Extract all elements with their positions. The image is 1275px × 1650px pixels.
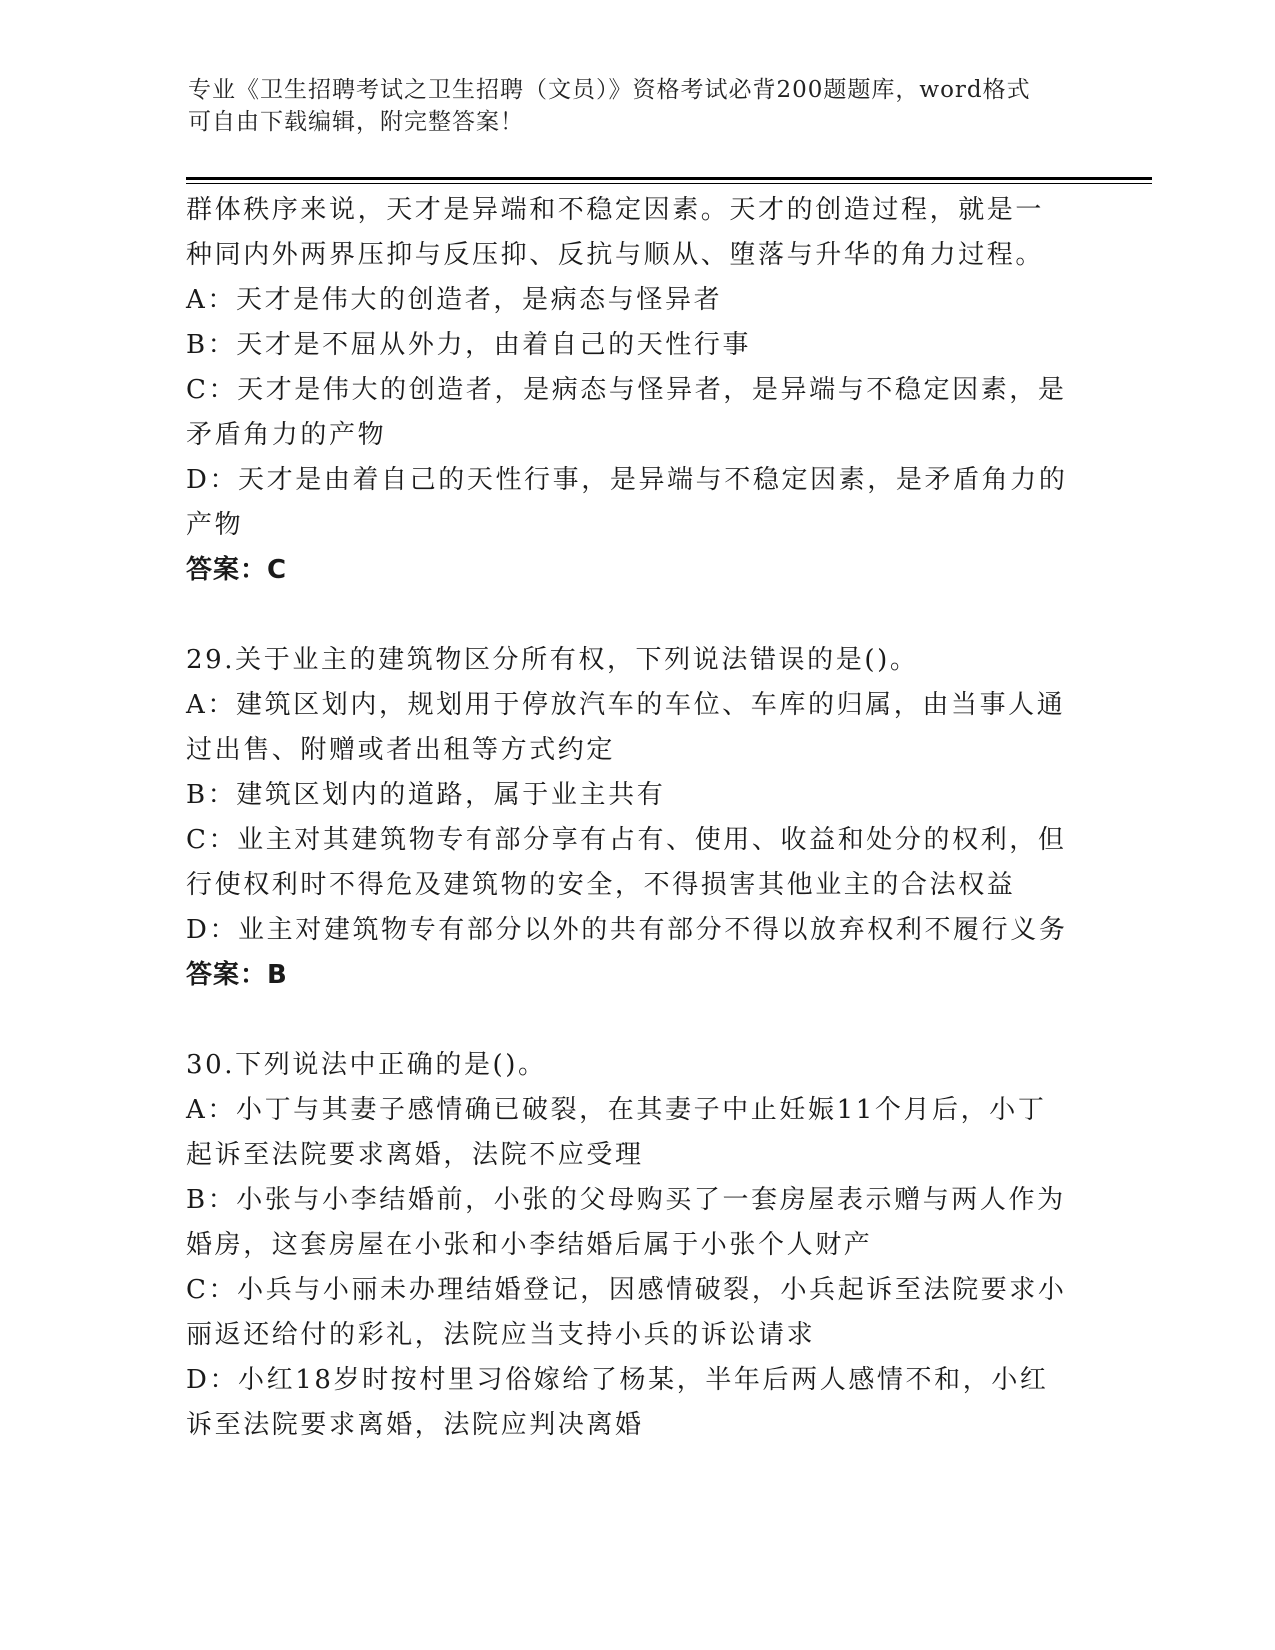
option-d: D：天才是由着自己的天性行事，是异端与不稳定因素，是矛盾角力的	[186, 465, 1068, 495]
option-d: D：业主对建筑物专有部分以外的共有部分不得以放弃权利不履行义务	[186, 915, 1068, 945]
option-b: B：天才是不屈从外力，由着自己的天性行事	[186, 330, 752, 360]
header-title-line-2: 可自由下载编辑，附完整答案！	[188, 109, 524, 135]
option-c-continued: 行使权利时不得危及建筑物的安全，不得损害其他业主的合法权益	[186, 870, 1016, 900]
question-stem-line: 群体秩序来说，天才是异端和不稳定因素。天才的创造过程，就是一	[186, 195, 1045, 225]
question-stem-line: 种同内外两界压抑与反压抑、反抗与顺从、堕落与升华的角力过程。	[186, 240, 1045, 270]
question-28	[186, 188, 1086, 593]
option-d-continued: 诉至法院要求离婚，法院应判决离婚	[186, 1410, 644, 1440]
option-b: B：小张与小李结婚前，小张的父母购买了一套房屋表示赠与两人作为	[186, 1185, 1066, 1215]
question-spacer	[186, 593, 1086, 638]
header-rule-thin	[186, 183, 1152, 184]
option-c-continued: 丽返还给付的彩礼，法院应当支持小兵的诉讼请求	[186, 1320, 816, 1350]
option-d: D：小红18岁时按村里习俗嫁给了杨某，半年后两人感情不和，小红	[186, 1365, 1049, 1395]
question-stem: 30.下列说法中正确的是()。	[186, 1050, 547, 1080]
option-c: C：小兵与小丽未办理结婚登记，因感情破裂，小兵起诉至法院要求小	[186, 1275, 1067, 1305]
option-a: A：天才是伟大的创造者，是病态与怪异者	[186, 285, 723, 315]
option-c-continued: 矛盾角力的产物	[186, 420, 387, 450]
question-content	[186, 188, 1086, 1448]
question-29	[186, 638, 1086, 998]
option-d-continued: 产物	[186, 510, 244, 540]
option-c: C：业主对其建筑物专有部分享有占有、使用、收益和处分的权利，但	[186, 825, 1067, 855]
question-30	[186, 1043, 1086, 1448]
question-spacer	[186, 998, 1086, 1043]
document-header	[188, 74, 1088, 138]
option-b-continued: 婚房，这套房屋在小张和小李结婚后属于小张个人财产	[186, 1230, 873, 1260]
answer-line: 答案：C	[186, 555, 288, 585]
option-a-continued: 起诉至法院要求离婚，法院不应受理	[186, 1140, 644, 1170]
option-a: A：建筑区划内，规划用于停放汽车的车位、车库的归属，由当事人通	[186, 690, 1066, 720]
header-rule-thick	[186, 177, 1152, 180]
option-c: C：天才是伟大的创造者，是病态与怪异者，是异端与不稳定因素，是	[186, 375, 1067, 405]
option-a: A：小丁与其妻子感情确已破裂，在其妻子中止妊娠11个月后，小丁	[186, 1095, 1047, 1125]
answer-line: 答案：B	[186, 960, 288, 990]
option-a-continued: 过出售、附赠或者出租等方式约定	[186, 735, 616, 765]
option-b: B：建筑区划内的道路，属于业主共有	[186, 780, 666, 810]
header-title-line-1: 专业《卫生招聘考试之卫生招聘（文员）》资格考试必背200题题库，word格式	[188, 77, 1031, 103]
question-stem: 29.关于业主的建筑物区分所有权，下列说法错误的是()。	[186, 645, 919, 675]
